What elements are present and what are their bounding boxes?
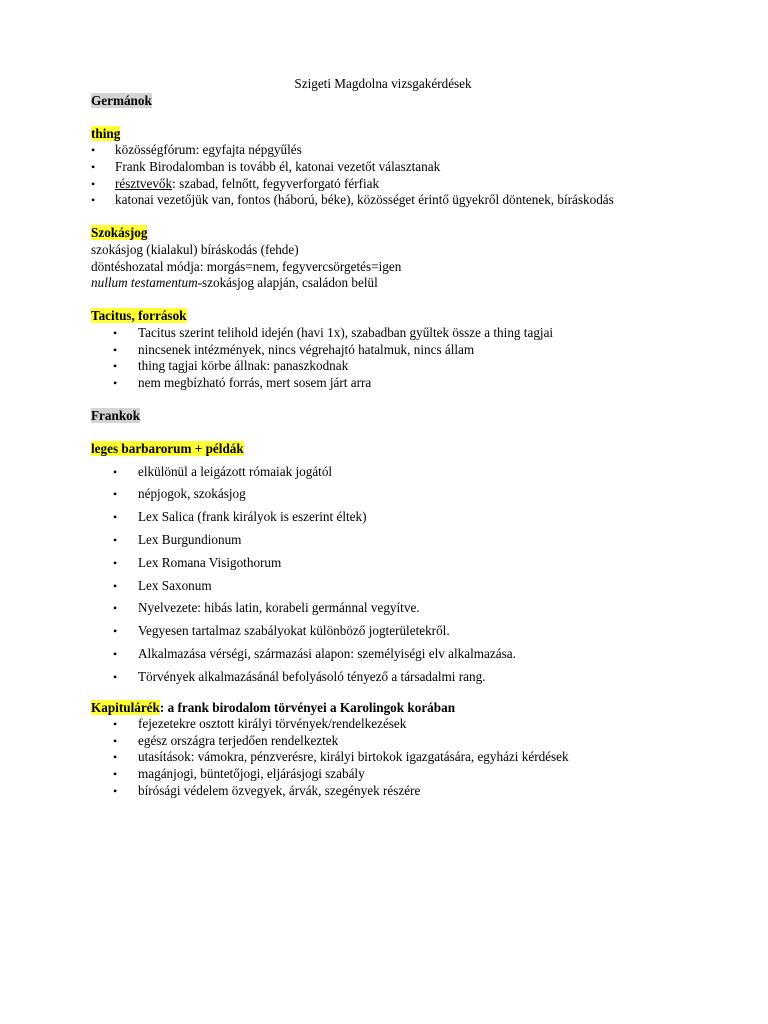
list-item-text: bírósági védelem özvegyek, árvák, szegények részére <box>138 782 421 798</box>
subsection-kapitularek <box>91 700 691 717</box>
kapitularek-list <box>91 716 691 799</box>
bullet-icon: • <box>113 359 118 374</box>
section-frankok <box>91 408 691 425</box>
list-item <box>91 716 691 733</box>
spacer <box>91 424 691 441</box>
list-item <box>91 620 691 643</box>
list-item <box>91 766 691 783</box>
bullet-icon: • <box>113 375 118 390</box>
list-item <box>91 783 691 800</box>
list-item-text: Törvények alkalmazásánál befolyásoló tényező a társadalmi rang. <box>138 668 486 684</box>
list-item <box>91 142 691 159</box>
latin-term: nullum testamentum <box>91 275 198 291</box>
bullet-icon: • <box>113 783 118 798</box>
heading-germanok: Germánok <box>91 92 152 108</box>
bullet-icon: • <box>113 510 118 525</box>
list-item <box>91 483 691 506</box>
bullet-icon: • <box>113 750 118 765</box>
list-item <box>91 506 691 529</box>
list-item <box>91 375 691 392</box>
list-item <box>91 325 691 342</box>
list-item-text: fejezetekre osztott királyi törvények/rendelkezések <box>138 716 407 732</box>
bullet-icon: • <box>113 487 118 502</box>
list-item-text: Tacitus szerint telihold idején (havi 1x), szabadban gyűltek össze a thing tagjai <box>138 324 554 340</box>
list-item <box>91 749 691 766</box>
bullet-icon: • <box>113 601 118 616</box>
szokasjog-line <box>91 275 691 292</box>
participants-label: résztvevők <box>115 175 173 191</box>
leges-list <box>91 461 691 689</box>
bullet-icon: • <box>113 717 118 732</box>
heading-leges: leges barbarorum + példák <box>91 441 244 457</box>
list-item-text: Lex Burgundionum <box>138 532 242 548</box>
list-item-text: népjogok, szokásjog <box>138 486 246 502</box>
document-title: Szigeti Magdolna vizsgakérdések <box>294 76 472 91</box>
list-item-text: Lex Salica (frank királyok is eszerint éltek) <box>138 509 367 525</box>
bullet-icon: • <box>113 342 118 357</box>
list-item-text: egész országra terjedően rendelkeztek <box>138 732 339 748</box>
subsection-thing <box>91 126 691 143</box>
bullet-icon: • <box>113 325 118 340</box>
szokasjog-line: döntéshozatal módja: morgás=nem, fegyvercsörgetés=igen <box>91 258 402 274</box>
list-item-text: thing tagjai körbe állnak: panaszkodnak <box>138 358 349 374</box>
spacer <box>91 209 691 226</box>
spacer <box>91 391 691 408</box>
heading-szokasjog: Szokásjog <box>91 225 148 241</box>
bullet-icon: • <box>91 159 96 174</box>
bullet-icon: • <box>113 624 118 639</box>
list-item <box>91 733 691 750</box>
list-item <box>91 159 691 176</box>
list-item <box>91 529 691 552</box>
list-item-text: Lex Romana Visigothorum <box>138 554 282 570</box>
spacer <box>91 109 691 126</box>
bullet-icon: • <box>113 533 118 548</box>
bullet-icon: • <box>113 464 118 479</box>
list-item-text: Nyelvezete: hibás latin, korabeli germánnal vegyítve. <box>138 600 420 616</box>
subsection-szokasjog <box>91 225 691 242</box>
list-item-text: Frank Birodalomban is tovább él, katonai vezetőt választanak <box>115 158 441 174</box>
szokasjog-line: szokásjog (kialakul) bíráskodás (fehde) <box>91 241 299 257</box>
list-item <box>91 666 691 689</box>
list-item <box>91 597 691 620</box>
list-item-text: : szabad, felnőtt, fegyverforgató férfiak <box>172 175 380 191</box>
list-item <box>91 575 691 598</box>
list-item <box>91 552 691 575</box>
list-item-text: nem megbízható forrás, mert sosem járt arra <box>138 374 372 390</box>
heading-kapitularek-rest: : a frank birodalom törvényei a Karolingok korában <box>159 699 456 715</box>
list-item-text: Lex Saxonum <box>138 577 212 593</box>
list-item-text: katonai vezetőjük van, fontos (háború, béke), közösséget érintő ügyekről döntenek, bíráskodás <box>115 192 614 208</box>
bullet-icon: • <box>113 669 118 684</box>
document-page <box>91 76 691 799</box>
bullet-icon: • <box>113 647 118 662</box>
section-germanok <box>91 93 691 110</box>
szokasjog-line-rest: -szokásjog alapján, családon belül <box>197 275 378 291</box>
bullet-icon: • <box>113 733 118 748</box>
thing-list <box>91 142 691 208</box>
bullet-icon: • <box>113 555 118 570</box>
list-item <box>91 176 691 193</box>
subsection-tacitus <box>91 308 691 325</box>
spacer <box>91 689 691 700</box>
list-item-text: utasítások: vámokra, pénzverésre, királyi birtokok igazgatására, egyházi kérdések <box>138 749 569 765</box>
heading-thing: thing <box>91 125 121 141</box>
heading-kapitularek: Kapitulárék <box>91 699 160 715</box>
bullet-icon: • <box>113 578 118 593</box>
list-item-text: elkülönül a leigázott rómaiak jogától <box>138 463 333 479</box>
bullet-icon: • <box>91 176 96 191</box>
list-item-text: Vegyesen tartalmaz szabályokat különböző jogterületekről. <box>138 623 450 639</box>
bullet-icon: • <box>113 767 118 781</box>
bullet-icon: • <box>91 143 96 158</box>
list-item-text: Alkalmazása vérségi, származási alapon: személyiségi elv alkalmazása. <box>138 646 516 662</box>
list-item <box>91 342 691 359</box>
list-item <box>91 643 691 666</box>
subsection-leges <box>91 441 691 458</box>
list-item-text: közösségfórum: egyfajta népgyűlés <box>115 142 302 158</box>
list-item-text: nincsenek intézmények, nincs végrehajtó hatalmuk, nincs állam <box>138 341 475 357</box>
spacer <box>91 292 691 309</box>
list-item <box>91 358 691 375</box>
list-item-text: magánjogi, büntetőjogi, eljárásjogi szabály <box>138 766 365 781</box>
heading-tacitus: Tacitus, források <box>91 308 187 324</box>
heading-frankok: Frankok <box>91 407 141 423</box>
list-item <box>91 461 691 484</box>
list-item <box>91 192 691 209</box>
bullet-icon: • <box>91 193 96 208</box>
tacitus-list <box>91 325 691 391</box>
